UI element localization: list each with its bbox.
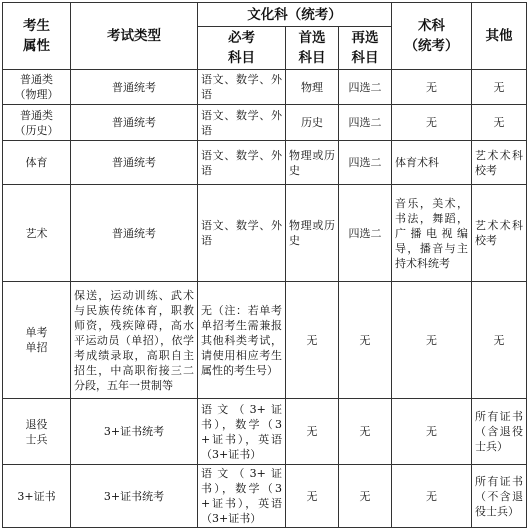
- cell-art-subject: 无: [392, 70, 472, 105]
- cell-first-choice: 无: [286, 399, 339, 465]
- cell-required-subjects: 语文、数学、外语: [198, 105, 286, 141]
- cell-attribute: [3, 105, 71, 141]
- cell-other: 无: [472, 282, 527, 399]
- cell-first-choice: 物理: [286, 70, 339, 105]
- cell-required-subjects: 语文、数学、外语: [198, 185, 286, 282]
- cell-art-subject: 无: [392, 465, 472, 528]
- header-candidate-attribute: [3, 3, 71, 70]
- cell-exam-type: 普通统考: [71, 141, 198, 185]
- cell-first-choice: 历史: [286, 105, 339, 141]
- cell-required-subjects: 语文、数学、外语: [198, 141, 286, 185]
- cell-second-choice: 无: [339, 465, 392, 528]
- cell-second-choice: 无: [339, 399, 392, 465]
- header-second-choice-subject: [339, 27, 392, 70]
- cell-required-subjects: 无（注：若单考单招考生需兼报其他科类考试，请使用相应考生属性的考生号）: [198, 282, 286, 399]
- cell-attribute: [3, 399, 71, 465]
- header-first-line1: 首选: [298, 30, 326, 46]
- table-row: [3, 185, 527, 282]
- cell-art-subject: 无: [392, 282, 472, 399]
- header-art-line2: （统考）: [404, 38, 459, 54]
- cell-exam-type: 普通统考: [71, 70, 198, 105]
- cell-other: 所有证书（含退役士兵）: [472, 399, 527, 465]
- header-culture-subjects: 文化科（统考）: [198, 3, 392, 27]
- header-other: 其他: [472, 3, 527, 70]
- header-first-line2: 科目: [298, 50, 326, 66]
- cell-exam-type: 3+证书统考: [71, 399, 198, 465]
- attribute-line: （物理）: [14, 88, 59, 101]
- cell-second-choice: 无: [339, 282, 392, 399]
- cell-art-subject: 无: [392, 399, 472, 465]
- header-required-line1: 必考: [228, 30, 255, 46]
- cell-exam-type: 保送，运动训练、武术与民族传统体育，职教师资，残疾障碍，高水平运动员（单招），依学考成绩录取，高职自主招生，中高职衔接三二分段，五年一贯制等: [71, 282, 198, 399]
- attribute-line: 体育: [25, 156, 48, 169]
- cell-attribute: [3, 465, 71, 528]
- cell-attribute: [3, 282, 71, 399]
- table-row: [3, 105, 527, 141]
- cell-attribute: [3, 141, 71, 185]
- table-row: [3, 141, 527, 185]
- cell-other: 无: [472, 70, 527, 105]
- attribute-line: 单考: [25, 326, 48, 339]
- exam-table-container: [2, 2, 527, 528]
- exam-subject-table: [2, 2, 527, 528]
- cell-art-subject: 音乐，美术，书法，舞蹈，广播电视编导，播音与主持术科统考: [392, 185, 472, 282]
- attribute-line: 普通类: [20, 108, 53, 122]
- cell-exam-type: 普通统考: [71, 185, 198, 282]
- cell-required-subjects: 语文（3+证书），数学（3+证书），英语（3+证书）: [198, 465, 286, 528]
- attribute-line: 普通类: [20, 73, 53, 86]
- cell-other: 艺术术科校考: [472, 141, 527, 185]
- cell-second-choice: 四选二: [339, 141, 392, 185]
- header-required-line2: 科目: [228, 50, 255, 66]
- header-art-subjects: [392, 3, 472, 70]
- attribute-line: 单招: [25, 341, 48, 354]
- cell-first-choice: 无: [286, 282, 339, 399]
- cell-second-choice: 四选二: [339, 70, 392, 105]
- cell-first-choice: 物理或历史: [286, 141, 339, 185]
- table-row: [3, 399, 527, 465]
- header-exam-type: 考试类型: [71, 3, 198, 70]
- cell-attribute: [3, 185, 71, 282]
- cell-first-choice: 物理或历史: [286, 185, 339, 282]
- attribute-line: （历史）: [14, 123, 59, 137]
- header-attr-line2: 属性: [23, 38, 50, 54]
- table-row: [3, 282, 527, 399]
- header-required-subjects: [198, 27, 286, 70]
- cell-required-subjects: 语文、数学、外语: [198, 70, 286, 105]
- attribute-line: 3+证书: [17, 489, 56, 503]
- attribute-line: 艺术: [25, 226, 48, 240]
- header-second-line2: 科目: [351, 50, 379, 66]
- cell-art-subject: 无: [392, 105, 472, 141]
- header-second-line1: 再选: [351, 30, 379, 46]
- cell-exam-type: 3+证书统考: [71, 465, 198, 528]
- cell-attribute: [3, 70, 71, 105]
- attribute-line: 士兵: [25, 432, 48, 446]
- cell-required-subjects: 语文（3+证书），数学（3+证书），英语（3+证书）: [198, 399, 286, 465]
- cell-second-choice: 四选二: [339, 105, 392, 141]
- cell-exam-type: 普通统考: [71, 105, 198, 141]
- attribute-line: 退役: [25, 417, 48, 431]
- cell-other: 艺术术科校考: [472, 185, 527, 282]
- header-row-top: [3, 3, 527, 27]
- header-attr-line1: 考生: [23, 18, 50, 34]
- table-row: [3, 465, 527, 528]
- header-art-line1: 术科: [418, 18, 446, 34]
- table-row: [3, 70, 527, 105]
- cell-first-choice: 无: [286, 465, 339, 528]
- header-first-choice-subject: [286, 27, 339, 70]
- cell-other: 所有证书（不含退役士兵）: [472, 465, 527, 528]
- cell-other: 无: [472, 105, 527, 141]
- cell-second-choice: 四选二: [339, 185, 392, 282]
- cell-art-subject: 体育术科: [392, 141, 472, 185]
